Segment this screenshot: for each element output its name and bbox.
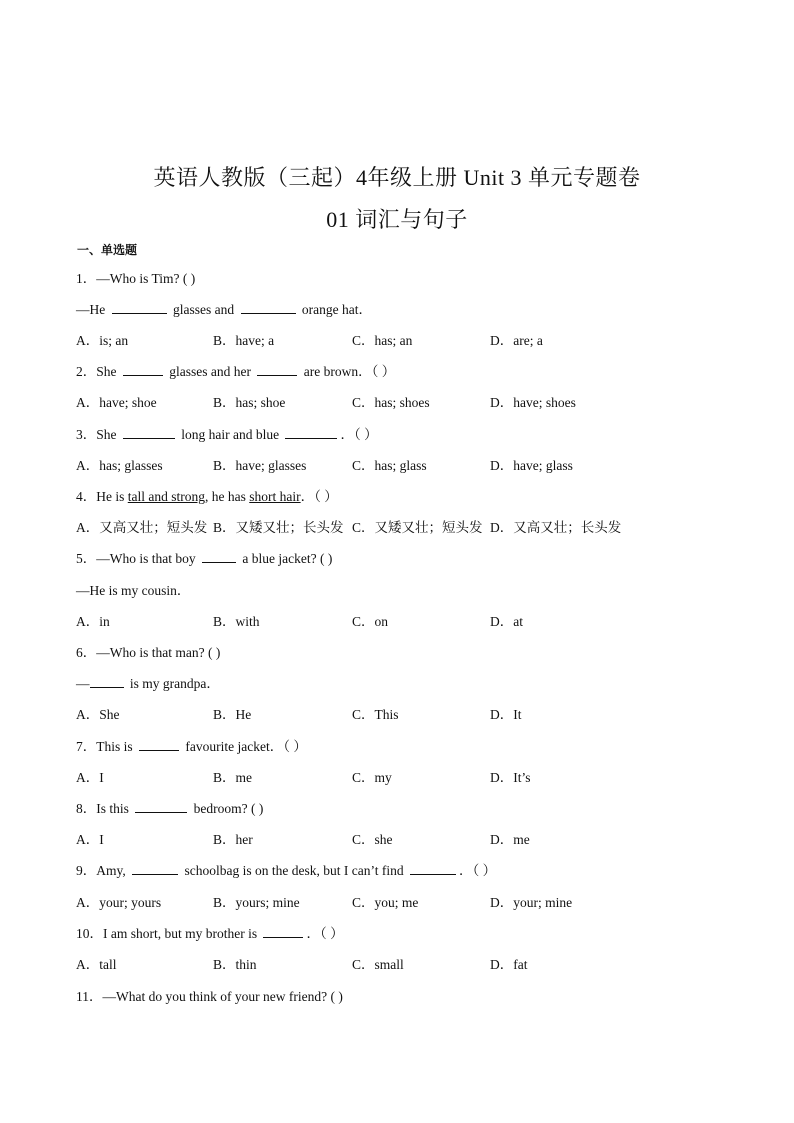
question-text: glasses and her bbox=[165, 364, 255, 379]
option-b[interactable]: B．He bbox=[213, 707, 252, 722]
question-3 bbox=[76, 423, 378, 443]
option-a[interactable]: A．I bbox=[76, 832, 104, 847]
question-10-options bbox=[76, 953, 716, 971]
underlined-phrase: short hair bbox=[249, 489, 301, 504]
question-1 bbox=[76, 267, 195, 287]
question-11 bbox=[76, 985, 343, 1005]
answer-blank[interactable] bbox=[410, 862, 456, 875]
option-c[interactable]: C．又矮又壮；短头发 bbox=[352, 520, 483, 535]
option-d[interactable]: D．me bbox=[490, 832, 530, 847]
option-a[interactable]: A．has; glasses bbox=[76, 458, 163, 473]
question-text: She bbox=[96, 364, 120, 379]
answer-blank[interactable] bbox=[202, 550, 236, 563]
answer-blank[interactable] bbox=[90, 675, 124, 688]
question-text: —He bbox=[76, 302, 109, 317]
question-8-options bbox=[76, 828, 716, 846]
option-d[interactable]: D．have; shoes bbox=[490, 395, 576, 410]
question-text: ．（ ） bbox=[458, 863, 497, 878]
section-heading: 一、单选题 bbox=[77, 243, 138, 257]
question-4-options bbox=[76, 516, 716, 534]
question-3-options bbox=[76, 454, 716, 472]
option-c[interactable]: C．has; shoes bbox=[352, 395, 430, 410]
question-number: 10． bbox=[76, 926, 103, 941]
option-b[interactable]: B．me bbox=[213, 770, 252, 785]
question-5-answer-line bbox=[76, 579, 190, 599]
option-d[interactable]: D．It bbox=[490, 707, 522, 722]
option-d[interactable]: D．your; mine bbox=[490, 895, 573, 910]
answer-blank[interactable] bbox=[285, 426, 337, 439]
question-text: ．（ ） bbox=[300, 489, 338, 504]
option-a[interactable]: A．your; yours bbox=[76, 895, 162, 910]
question-text: She bbox=[96, 427, 120, 442]
question-4 bbox=[76, 485, 338, 505]
option-d[interactable]: D．are; a bbox=[490, 333, 543, 348]
answer-blank[interactable] bbox=[263, 925, 303, 938]
question-number: 9． bbox=[76, 863, 97, 878]
option-d[interactable]: D．又高又壮；长头发 bbox=[490, 520, 622, 535]
question-8 bbox=[76, 797, 263, 817]
question-9 bbox=[76, 859, 496, 879]
question-text: are brown．（ ） bbox=[300, 364, 396, 379]
option-c[interactable]: C．small bbox=[352, 957, 404, 972]
option-b[interactable]: B．with bbox=[213, 614, 260, 629]
question-text: —What do you think of your new friend? ( ) bbox=[102, 989, 343, 1004]
question-text: Is this bbox=[96, 801, 133, 816]
question-text: Amy, bbox=[96, 863, 130, 878]
option-b[interactable]: B．have; a bbox=[213, 333, 275, 348]
question-text: —Who is that man? ( ) bbox=[96, 645, 221, 660]
question-5-options bbox=[76, 610, 716, 628]
question-9-options bbox=[76, 891, 716, 909]
option-c[interactable]: C．she bbox=[352, 832, 393, 847]
question-1-answer-line bbox=[76, 298, 372, 318]
option-b[interactable]: B．has; shoe bbox=[213, 395, 286, 410]
option-a[interactable]: A．tall bbox=[76, 957, 117, 972]
answer-blank[interactable] bbox=[112, 301, 167, 314]
question-number: 1． bbox=[76, 271, 97, 286]
question-text: long hair and blue bbox=[177, 427, 283, 442]
question-number: 2． bbox=[76, 364, 97, 379]
option-d[interactable]: D．have; glass bbox=[490, 458, 573, 473]
question-text: —He is my cousin． bbox=[76, 583, 191, 598]
option-c[interactable]: C．has; an bbox=[352, 333, 413, 348]
question-text: ．（ ） bbox=[306, 926, 344, 941]
question-text: bedroom? ( ) bbox=[190, 801, 264, 816]
option-d[interactable]: D．It’s bbox=[490, 770, 531, 785]
question-text: — bbox=[76, 676, 90, 691]
question-number: 8． bbox=[76, 801, 97, 816]
question-text: ．（ ） bbox=[340, 427, 378, 442]
question-text: is my grandpa． bbox=[126, 676, 220, 691]
answer-blank[interactable] bbox=[257, 363, 297, 376]
question-text: —Who is Tim? ( ) bbox=[96, 271, 196, 286]
option-b[interactable]: B．have; glasses bbox=[213, 458, 307, 473]
option-a[interactable]: A．She bbox=[76, 707, 120, 722]
question-text: glasses and bbox=[169, 302, 238, 317]
question-number: 7． bbox=[76, 739, 97, 754]
question-5 bbox=[76, 547, 332, 567]
option-b[interactable]: B．又矮又壮；长头发 bbox=[213, 520, 344, 535]
option-c[interactable]: C．my bbox=[352, 770, 392, 785]
question-text: favourite jacket．（ ） bbox=[182, 739, 307, 754]
answer-blank[interactable] bbox=[241, 301, 296, 314]
option-a[interactable]: A．is; an bbox=[76, 333, 129, 348]
question-text: , he has bbox=[205, 489, 250, 504]
question-6-options bbox=[76, 703, 716, 721]
question-number: 6． bbox=[76, 645, 97, 660]
question-number: 11． bbox=[76, 989, 103, 1004]
question-6 bbox=[76, 641, 220, 661]
option-a[interactable]: A．I bbox=[76, 770, 104, 785]
question-number: 4． bbox=[76, 489, 97, 504]
question-10 bbox=[76, 922, 344, 942]
question-text: This is bbox=[96, 739, 137, 754]
option-c[interactable]: C．on bbox=[352, 614, 389, 629]
question-2-options bbox=[76, 391, 716, 409]
option-c[interactable]: C．This bbox=[352, 707, 399, 722]
question-text: I am short, but my brother is bbox=[103, 926, 261, 941]
page-subtitle: 01 词汇与句子 bbox=[326, 207, 468, 232]
option-a[interactable]: A．又高又壮；短头发 bbox=[76, 520, 208, 535]
question-number: 3． bbox=[76, 427, 97, 442]
answer-blank[interactable] bbox=[123, 426, 175, 439]
option-d[interactable]: D．fat bbox=[490, 957, 528, 972]
answer-blank[interactable] bbox=[135, 800, 187, 813]
underlined-phrase: tall and strong bbox=[127, 489, 205, 504]
option-c[interactable]: C．has; glass bbox=[352, 458, 427, 473]
question-6-answer-line bbox=[76, 672, 220, 692]
answer-blank[interactable] bbox=[139, 738, 179, 751]
page-title: 英语人教版（三起）4年级上册 Unit 3 单元专题卷 bbox=[153, 165, 641, 190]
option-b[interactable]: B．her bbox=[213, 832, 253, 847]
answer-blank[interactable] bbox=[123, 363, 163, 376]
option-c[interactable]: C．you; me bbox=[352, 895, 419, 910]
option-a[interactable]: A．in bbox=[76, 614, 110, 629]
question-text: schoolbag is on the desk, but I can’t find bbox=[181, 863, 407, 878]
option-d[interactable]: D．at bbox=[490, 614, 523, 629]
option-b[interactable]: B．yours; mine bbox=[213, 895, 300, 910]
question-text: He is bbox=[96, 489, 128, 504]
question-text: —Who is that boy bbox=[96, 551, 199, 566]
question-7-options bbox=[76, 766, 716, 784]
answer-blank[interactable] bbox=[132, 862, 178, 875]
question-text: a blue jacket? ( ) bbox=[239, 551, 333, 566]
question-7 bbox=[76, 735, 307, 755]
question-2 bbox=[76, 360, 395, 380]
option-b[interactable]: B．thin bbox=[213, 957, 257, 972]
question-number: 5． bbox=[76, 551, 97, 566]
question-text: orange hat． bbox=[298, 302, 372, 317]
option-a[interactable]: A．have; shoe bbox=[76, 395, 157, 410]
question-1-options bbox=[76, 329, 716, 347]
